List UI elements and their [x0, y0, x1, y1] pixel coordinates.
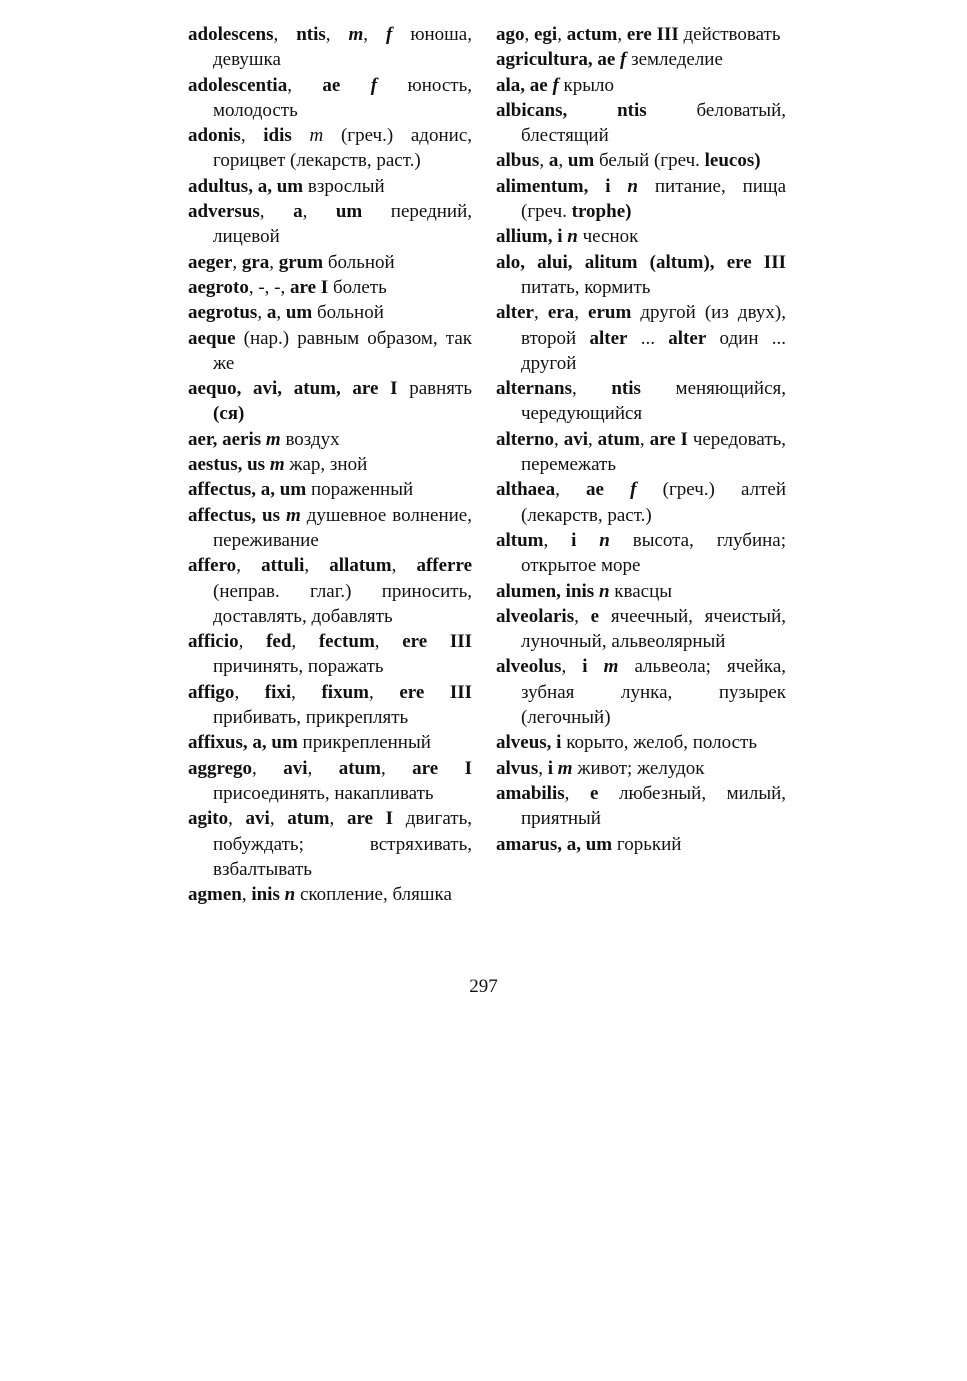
entry-text: ,: [291, 631, 319, 653]
entry-text: болеть: [328, 276, 387, 298]
entry-term: f: [370, 74, 378, 96]
entry-text: чередовать, перемежать: [521, 428, 787, 476]
dictionary-entry: [496, 528, 786, 579]
entry-term: affectus, a, um: [188, 479, 307, 501]
entry-text: беловатый, блестящий: [521, 99, 786, 147]
entry-text: корыто, желоб, полость: [561, 732, 758, 754]
entry-term: adolescens: [188, 24, 274, 45]
entry-term: ae: [586, 479, 631, 501]
entry-term: n: [599, 529, 610, 551]
entry-term: f: [552, 74, 559, 96]
entry-term: altum: [496, 529, 544, 551]
entry-text: больной: [323, 251, 395, 273]
entry-text: земледелие: [626, 49, 723, 71]
entry-text: белый (греч.: [594, 150, 705, 172]
entry-term: aegroto: [188, 276, 249, 298]
entry-text: ,: [374, 631, 403, 653]
entry-term: ere III: [399, 681, 473, 703]
entry-term: aeger: [188, 251, 233, 273]
entry-text: больной: [312, 302, 384, 324]
entry-term: attuli: [261, 555, 305, 577]
dictionary-entry: [496, 250, 786, 301]
entry-term: n: [284, 884, 296, 906]
entry-term: albicans, ntis: [496, 99, 647, 121]
entry-term: fixi: [264, 681, 292, 703]
entry-text: ,: [269, 808, 288, 830]
entry-text: живот; желудок: [572, 757, 705, 779]
entry-term: alter: [589, 327, 628, 349]
entry-text: питание, пища (греч.: [521, 175, 786, 223]
entry-text: ,: [588, 428, 598, 450]
entry-term: m: [557, 757, 573, 779]
entry-text: меняющийся, чередующийся: [521, 378, 786, 425]
entry-term: idis: [263, 125, 310, 147]
entry-text: ,: [555, 479, 587, 501]
entry-text: ,: [574, 605, 591, 627]
dictionary-entry: [188, 730, 472, 755]
dictionary-entry: [496, 604, 786, 655]
entry-term: aequo, avi, atum, are I: [188, 378, 398, 400]
entry-term: ntis: [296, 24, 326, 45]
entry-text: ячеечный, ячеистый, луночный, альвеолярный: [521, 605, 786, 653]
entry-text: (греч.) алтей (лекарств, раст.): [521, 479, 787, 526]
entry-term: a: [293, 201, 303, 223]
entry-term: affectus, us: [188, 504, 286, 526]
entry-term: adversus: [188, 201, 260, 223]
entry-term: agito: [188, 808, 229, 830]
entry-text: ,: [368, 681, 400, 703]
entry-term: alterno: [496, 428, 555, 450]
entry-text: ,: [363, 24, 387, 45]
entry-term: alveus, i: [496, 732, 562, 754]
entry-text: (неправ. глаг.) приносить, доставлять, добавлять: [213, 580, 472, 627]
entry-text: ,: [232, 251, 242, 273]
entry-text: ,: [252, 757, 284, 779]
entry-text: ...: [627, 327, 669, 349]
entry-term: ntis: [611, 378, 641, 400]
dictionary-entry: [188, 806, 472, 882]
dictionary-entry: [496, 730, 786, 755]
entry-term: n: [567, 226, 578, 248]
entry-term: fectum: [318, 631, 375, 653]
entry-text: прибивать, прикреплять: [213, 707, 409, 729]
entry-term: fed: [266, 631, 292, 653]
entry-term: alternans: [496, 378, 572, 400]
entry-text: юноша, девушка: [213, 24, 472, 71]
entry-term: grum: [278, 251, 324, 273]
entry-term: inis: [251, 884, 285, 906]
entry-text: альвеола; ячейка, зубная лунка, пузырек (легочный): [521, 656, 787, 729]
entry-text: ,: [273, 24, 297, 45]
entry-text: пораженный: [306, 479, 414, 501]
dictionary-entry: [188, 882, 472, 907]
dictionary-entry: [496, 427, 786, 478]
dictionary-entry: [188, 250, 472, 275]
entry-term: amabilis: [496, 782, 565, 804]
entry-term: era: [547, 302, 575, 324]
dictionary-entry: [188, 553, 472, 629]
dictionary-entry: [496, 300, 786, 376]
entry-text: другой (из двух), второй: [521, 302, 786, 349]
entry-term: aestus, us: [188, 454, 270, 476]
entry-text: ,: [240, 125, 264, 147]
entry-text: ,: [302, 201, 336, 223]
entry-text: ,: [228, 808, 246, 830]
dictionary-entry: [496, 654, 786, 730]
entry-term: alumen, inis: [496, 580, 599, 602]
dictionary-entry: [496, 756, 786, 781]
entry-term: egi: [534, 24, 558, 45]
entry-term: ere III: [626, 24, 679, 45]
dictionary-entry: [188, 629, 472, 680]
dictionary-entry: [188, 427, 472, 452]
entry-text: равнять: [397, 378, 473, 400]
entry-text: действовать: [678, 24, 781, 45]
entry-text: причинять, поражать: [213, 656, 384, 678]
left-column: [188, 22, 472, 907]
entry-text: ,: [554, 428, 564, 450]
dictionary-entry: [496, 376, 786, 427]
entry-text: ,: [276, 302, 286, 324]
entry-term: aer, aeris: [188, 428, 266, 450]
entry-term: are I: [412, 757, 473, 779]
entry-text: ,: [617, 24, 627, 45]
entry-text: ,: [574, 302, 589, 324]
entry-text: ,: [524, 24, 534, 45]
entry-text: ,: [329, 808, 347, 830]
entry-term: trophe): [571, 201, 632, 223]
entry-text: присоединять, накапливать: [213, 782, 434, 804]
entry-term: alveolaris: [496, 605, 575, 627]
entry-term: um: [567, 150, 595, 172]
dictionary-entry: [188, 275, 472, 300]
entry-text: скопление, бляшка: [295, 884, 452, 906]
entry-text: взрослый: [303, 175, 385, 197]
entry-text: прикрепленный: [297, 732, 431, 754]
dictionary-entry: [188, 123, 472, 174]
entry-text: крыло: [558, 74, 615, 96]
entry-text: ,: [287, 74, 323, 96]
dictionary-entry: [496, 98, 786, 149]
entry-text: (греч.) адонис, горицвет (лекарств, раст.): [213, 125, 472, 172]
entry-text: жар, зной: [284, 454, 368, 476]
entry-term: allatum: [329, 555, 392, 577]
entry-term: a: [548, 150, 559, 172]
entry-term: adolescentia: [188, 74, 288, 96]
entry-term: althaea: [496, 479, 556, 501]
entry-text: ,: [558, 150, 568, 172]
entry-term: alveolus: [496, 656, 562, 678]
entry-term: atum: [597, 428, 640, 450]
dictionary-entry: [496, 224, 786, 249]
right-column: [496, 22, 786, 857]
dictionary-entry: [496, 832, 786, 857]
entry-text: ,: [561, 656, 583, 678]
dictionary-entry: [496, 781, 786, 832]
entry-text: один ... другой: [521, 327, 787, 374]
entry-term: f: [620, 49, 627, 71]
entry-text: ,: [257, 302, 267, 324]
entry-term: affigo: [188, 681, 235, 703]
dictionary-entry: [188, 756, 472, 807]
entry-term: ae: [322, 74, 371, 96]
dictionary-entry: [188, 680, 472, 731]
entry-term: adultus, a, um: [188, 175, 304, 197]
entry-text: высота, глубина; открытое море: [521, 529, 787, 577]
entry-term: atum: [338, 757, 381, 779]
entry-text: , -, -,: [248, 276, 291, 298]
entry-term: i: [571, 529, 600, 551]
entry-term: m: [286, 504, 301, 526]
dictionary-entry: [496, 22, 786, 47]
entry-text: ,: [639, 428, 650, 450]
entry-term: um: [335, 201, 363, 223]
entry-term: aggrego: [188, 757, 253, 779]
entry-term: m: [348, 24, 364, 45]
entry-term: gra: [241, 251, 270, 273]
entry-term: affero: [188, 555, 237, 577]
entry-text: квасцы: [609, 580, 673, 602]
entry-term: ala, ae: [496, 74, 553, 96]
entry-term: avi: [283, 757, 308, 779]
entry-term: albus: [496, 150, 540, 172]
entry-term: are I: [290, 276, 329, 298]
entry-term: f: [630, 479, 637, 501]
entry-text: ,: [391, 555, 417, 577]
entry-term: (ся): [213, 403, 245, 425]
entry-text: ,: [538, 757, 548, 779]
entry-text: передний, лицевой: [213, 201, 472, 248]
entry-term: leucos): [704, 150, 761, 172]
dictionary-entry: [188, 73, 472, 124]
entry-term: fixum: [321, 681, 369, 703]
entry-term: adonis: [188, 125, 241, 147]
dictionary-entry: [496, 174, 786, 225]
entry-term: are I: [346, 808, 394, 830]
entry-term: atum: [287, 808, 330, 830]
entry-text: ,: [236, 555, 262, 577]
entry-text: ,: [543, 529, 572, 551]
entry-term: agricultura, ae: [496, 49, 621, 71]
dictionary-entry: [188, 477, 472, 502]
entry-term: actum: [566, 24, 618, 45]
entry-term: n: [627, 175, 638, 197]
entry-term: erum: [588, 302, 632, 324]
entry-term: m: [269, 454, 285, 476]
dictionary-entry: [188, 199, 472, 250]
dictionary-entry: [188, 326, 472, 377]
entry-text: ,: [238, 631, 267, 653]
entry-term: e: [590, 605, 600, 627]
entry-term: avi: [245, 808, 270, 830]
entry-term: alvus: [496, 757, 539, 779]
entry-term: avi: [563, 428, 588, 450]
entry-term: allium, i: [496, 226, 568, 248]
entry-text: ,: [234, 681, 265, 703]
dictionary-entry: [188, 376, 472, 427]
entry-text: ,: [539, 150, 549, 172]
entry-text: чеснок: [577, 226, 639, 248]
dictionary-entry: [188, 452, 472, 477]
entry-text: горький: [612, 833, 682, 855]
entry-text: ,: [533, 302, 548, 324]
dictionary-entry: [188, 503, 472, 554]
entry-term: aegrotus: [188, 302, 258, 324]
entry-term: m: [265, 428, 281, 450]
entry-text: ,: [564, 782, 590, 804]
dictionary-entry: [496, 148, 786, 173]
dictionary-entry: [188, 300, 472, 325]
entry-text: ,: [572, 378, 612, 400]
entry-text: ,: [325, 24, 349, 45]
entry-text: ,: [380, 757, 413, 779]
entry-term: alter: [496, 302, 534, 324]
entry-term: alo, alui, alitum (altum), ere III: [496, 251, 786, 273]
dictionary-entry: [188, 174, 472, 199]
entry-text: любезный, милый, приятный: [521, 782, 786, 830]
entry-term: alter: [668, 327, 707, 349]
page-number: 297: [469, 976, 498, 997]
entry-term: i: [582, 656, 604, 678]
entry-term: ago: [496, 24, 525, 45]
entry-term: afferre: [416, 555, 473, 577]
entry-term: affixus, a, um: [188, 732, 298, 754]
entry-text: (нар.) равным образом, так же: [213, 327, 472, 374]
entry-term: f: [386, 24, 393, 45]
dictionary-entry: [188, 22, 472, 73]
entry-term: amarus, a, um: [496, 833, 613, 855]
entry-term: alimentum, i: [496, 175, 628, 197]
entry-text: ,: [269, 251, 279, 273]
entry-term: afficio: [188, 631, 239, 653]
entry-term: n: [598, 580, 610, 602]
entry-text: двигать, побуждать; встряхивать, взбалтывать: [213, 808, 472, 880]
entry-term: a: [266, 302, 277, 324]
entry-text: воздух: [280, 428, 340, 450]
entry-term: m: [603, 656, 619, 678]
entry-term: i: [547, 757, 558, 779]
entry-text: ,: [304, 555, 330, 577]
entry-text: душевное волнение, переживание: [213, 504, 472, 551]
dictionary-entry: [496, 73, 786, 98]
entry-text: питать, кормить: [521, 276, 651, 298]
entry-term: m: [309, 125, 324, 147]
entry-term: ere III: [402, 631, 473, 653]
entry-term: e: [589, 782, 599, 804]
entry-term: are I: [649, 428, 688, 450]
dictionary-entry: [496, 477, 786, 528]
entry-text: ,: [291, 681, 322, 703]
entry-term: agmen: [188, 884, 242, 906]
entry-text: ,: [241, 884, 252, 906]
entry-text: ,: [557, 24, 567, 45]
dictionary-entry: [496, 47, 786, 72]
dictionary-entry: [496, 579, 786, 604]
entry-term: um: [285, 302, 313, 324]
entry-text: ,: [307, 757, 339, 779]
entry-term: aeque: [188, 327, 236, 349]
entry-text: ,: [259, 201, 294, 223]
entry-text: юность, молодость: [213, 74, 472, 121]
